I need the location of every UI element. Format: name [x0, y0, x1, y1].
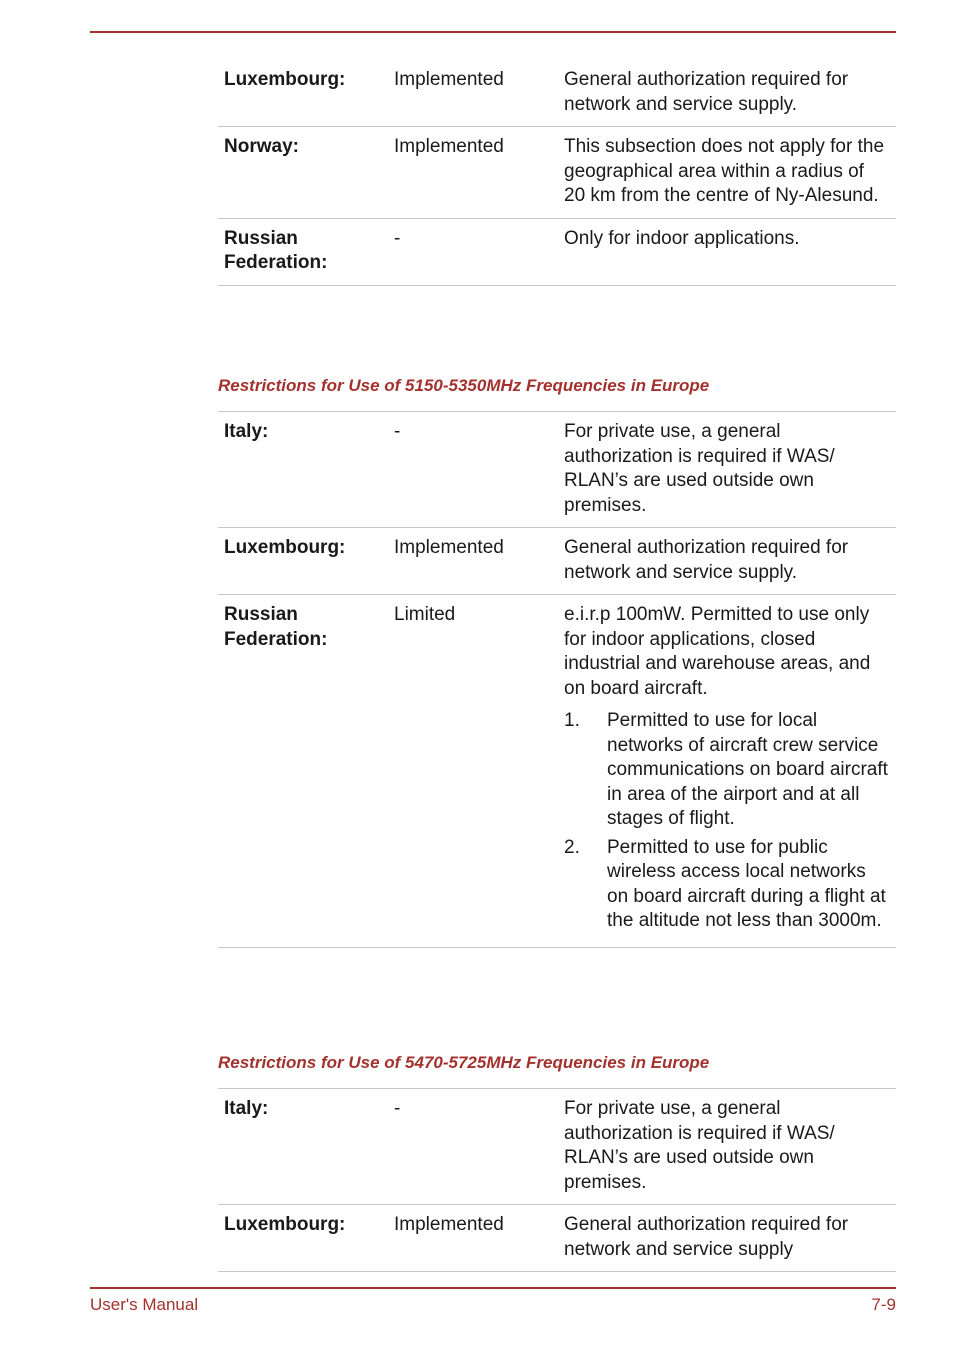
list-text: Permitted to use for local networks of aircraft crew service communications on board aircraft in area of the airport and at all stages of flight.	[607, 710, 888, 829]
table-row	[218, 595, 896, 948]
country-cell: Italy:	[224, 1098, 269, 1119]
list-number: 2.	[564, 836, 580, 858]
footer-rule	[90, 1287, 896, 1289]
table-row	[218, 1089, 896, 1205]
note-text: e.i.r.p 100mW. Permitted to use only for indoor applications, closed industrial and warehouse areas, and on board aircraft.	[564, 604, 871, 699]
country-cell: Luxembourg:	[224, 537, 346, 558]
note-cell: General authorization required for network and service supply	[564, 1214, 849, 1260]
note-cell: General authorization required for network and service supply.	[564, 69, 849, 115]
section-heading: Restrictions for Use of 5470-5725MHz Frequencies in Europe	[218, 1053, 710, 1072]
restrictions-table-continued	[218, 60, 896, 286]
status-cell: Implemented	[394, 69, 504, 90]
note-cell: Only for indoor applications.	[564, 227, 800, 249]
numbered-list	[564, 709, 890, 934]
restrictions-table-5470	[218, 1088, 896, 1272]
header-rule	[90, 31, 896, 33]
note-cell: This subsection does not apply for the geographical area within a radius of 20 km from the centre of Ny-Alesund.	[564, 136, 885, 206]
table-row	[218, 1205, 896, 1272]
status-cell: Implemented	[394, 1214, 504, 1235]
country-cell: Italy:	[224, 421, 269, 442]
country-cell: Russian Federation:	[224, 227, 328, 273]
list-item	[564, 836, 890, 934]
status-cell: Implemented	[394, 537, 504, 558]
note-cell: For private use, a general authorization is required if WAS/ RLAN’s are used outside own premises.	[564, 1098, 835, 1193]
table-row	[218, 127, 896, 219]
country-cell: Luxembourg:	[224, 1214, 346, 1235]
footer-page-number: 7-9	[871, 1295, 896, 1314]
footer-manual-title: User's Manual	[90, 1295, 199, 1314]
list-item	[564, 709, 890, 832]
table-row	[218, 60, 896, 127]
status-cell: Implemented	[394, 136, 504, 157]
note-cell	[564, 595, 896, 948]
table-row	[218, 218, 896, 285]
note-cell: General authorization required for network and service supply.	[564, 537, 849, 583]
section-5150-5350	[218, 375, 896, 948]
country-cell: Norway:	[224, 136, 299, 157]
table-row	[218, 528, 896, 595]
list-number: 1.	[564, 710, 580, 731]
country-cell: Luxembourg:	[224, 69, 346, 90]
country-cell: Russian Federation:	[224, 604, 328, 650]
restrictions-table-5150	[218, 411, 896, 948]
section-5470-5725	[218, 1052, 896, 1272]
note-cell: For private use, a general authorization is required if WAS/ RLAN’s are used outside own premises.	[564, 421, 835, 516]
table-continued	[218, 60, 896, 286]
status-cell: Limited	[394, 604, 456, 625]
table-row	[218, 412, 896, 528]
status-cell: -	[394, 1098, 401, 1119]
status-cell: -	[394, 227, 401, 249]
list-text: Permitted to use for public wireless access local networks on board aircraft during a flight at the altitude not less than 3000m.	[607, 836, 886, 931]
status-cell: -	[394, 421, 401, 442]
section-heading: Restrictions for Use of 5150-5350MHz Frequencies in Europe	[218, 376, 710, 395]
